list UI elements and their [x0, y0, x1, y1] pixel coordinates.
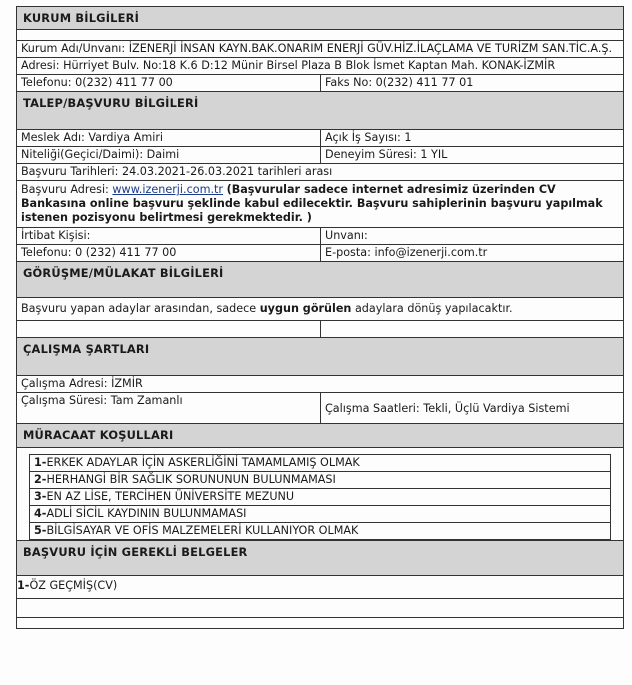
belgeler-row	[17, 576, 623, 599]
calisma-adres-label: Çalışma Adresi:	[21, 377, 108, 390]
kurum-adi-label: Kurum Adı/Unvanı:	[21, 42, 126, 55]
calisma-saat-cell	[320, 393, 623, 423]
list-item	[30, 506, 610, 523]
unvani-label: Unvanı:	[325, 229, 368, 242]
kurum-adres-label: Adresi:	[21, 59, 60, 72]
kurum-adres-cell	[17, 58, 623, 74]
basvuru-adresi-link[interactable]: www.izenerji.com.tr	[112, 183, 224, 196]
acik-is-cell	[320, 130, 623, 146]
eposta-cell	[320, 245, 623, 261]
talep-telefon-cell	[17, 245, 320, 261]
talep-telefon-label: Telefonu:	[21, 246, 72, 259]
calisma-adres-row	[17, 376, 623, 393]
belgeler-cell	[17, 578, 623, 594]
gorusme-text-after: adaylara dönüş yapılacaktır.	[354, 302, 513, 315]
calisma-saat-value: Tekli, Üçlü Vardiya Sistemi	[423, 402, 570, 415]
list-item	[30, 455, 610, 472]
deneyim-label: Deneyim Süresi:	[325, 148, 417, 161]
kurum-telefon-cell	[17, 75, 320, 91]
acik-is-label: Açık İş Sayısı:	[325, 131, 401, 144]
section-header-belgeler: BAŞVURU İÇİN GEREKLİ BELGELER	[17, 540, 623, 576]
tarih-label: Başvuru Tarihleri:	[21, 165, 119, 178]
talep-telefon-value: 0 (232) 411 77 00	[75, 246, 177, 259]
belgeler-item-text: ÖZ GEÇMİŞ(CV)	[29, 579, 118, 592]
kurum-faks-label: Faks No:	[325, 76, 373, 89]
niteligi-value: Daimi	[146, 148, 180, 161]
meslek-label: Meslek Adı:	[21, 131, 85, 144]
list-item	[30, 523, 610, 540]
belgeler-item-number: 1-	[17, 579, 30, 592]
gorusme-blank-left	[17, 321, 320, 337]
calisma-sure-cell	[17, 393, 320, 423]
section-header-talep: TALEP/BAŞVURU BİLGİLERİ	[17, 92, 623, 130]
section-header-muracaat: MÜRACAAT KOŞULLARI	[17, 424, 623, 448]
list-item-number: 2-	[34, 473, 47, 486]
gorusme-blank-right	[320, 321, 623, 337]
list-item	[30, 489, 610, 506]
tarih-cell	[17, 164, 623, 180]
kurum-telefon-value: 0(232) 411 77 00	[75, 76, 173, 89]
basvuru-adresi-label: Başvuru Adresi:	[21, 183, 109, 196]
kurum-telefon-row	[17, 75, 623, 92]
list-item-number: 1-	[34, 456, 47, 469]
gorusme-blank-row	[17, 321, 623, 338]
list-item-text: ADLİ SİCİL KAYDININ BULUNMAMASI	[46, 507, 247, 520]
kurum-faks-cell	[320, 75, 623, 91]
list-item-text: BİLGİSAYAR VE OFİS MALZEMELERİ KULLANIYOR OLMAK	[46, 524, 359, 537]
unvani-cell	[320, 228, 623, 244]
iletisim-row	[17, 245, 623, 262]
irtibat-label: İrtibat Kişisi:	[21, 229, 91, 242]
meslek-row	[17, 130, 623, 147]
kurum-adi-cell	[17, 41, 623, 57]
calisma-adres-cell	[17, 376, 623, 392]
acik-is-value: 1	[404, 131, 412, 144]
section-header-gorusme: GÖRÜŞME/MÜLAKAT BİLGİLERİ	[17, 262, 623, 298]
eposta-label: E-posta:	[325, 246, 371, 259]
gorusme-row	[17, 298, 623, 321]
basvuru-adresi-row	[17, 181, 623, 228]
meslek-value: Vardiya Amiri	[88, 131, 164, 144]
kurum-adi-value: İZENERJİ İNSAN KAYN.BAK.ONARIM ENERJİ GÜV.HİZ.İLAÇLAMA VE TURİZM SAN.TİC.A.Ş.	[128, 42, 613, 55]
basvuru-note: (Başvurular sadece internet adresimiz üzerinden CV Bankasına online başvuru şeklinde kabul edilecektir. Başvuru sahiplerinin başvuru yapılmak istenen pozisyonu belirtmesi gerekmektedir. )	[21, 183, 603, 224]
list-item	[30, 472, 610, 489]
deneyim-cell	[320, 147, 623, 163]
list-item-text: EN AZ LİSE, TERCİHEN ÜNİVERSİTE MEZUNU	[46, 490, 295, 503]
calisma-sure-label: Çalışma Süresi:	[21, 394, 108, 407]
kurum-adres-value: Hürriyet Bulv. No:18 K.6 D:12 Münir Birsel Plaza B Blok İsmet Kaptan Mah. KONAK-İZMİR	[63, 59, 556, 72]
list-item-number: 3-	[34, 490, 47, 503]
eposta-value[interactable]: info@izenerji.com.tr	[374, 246, 488, 259]
calisma-sure-row	[17, 393, 623, 424]
irtibat-cell	[17, 228, 320, 244]
calisma-adres-value: İZMİR	[111, 377, 143, 390]
kurum-adres-row	[17, 58, 623, 75]
gorusme-text-bold: uygun görülen	[259, 302, 352, 315]
belgeler-blank-cell	[17, 599, 623, 617]
list-item-number: 5-	[34, 524, 47, 537]
basvuru-adresi-cell	[17, 181, 623, 227]
niteligi-cell	[17, 147, 320, 163]
list-item-number: 4-	[34, 507, 47, 520]
belgeler-blank-row	[17, 599, 623, 618]
kurum-adi-row	[17, 40, 623, 58]
deneyim-value: 1 YIL	[420, 148, 448, 161]
kurum-telefon-label: Telefonu:	[21, 76, 72, 89]
gorusme-text-before: Başvuru yapan adaylar arasından, sadece	[21, 302, 257, 315]
list-item-text: ERKEK ADAYLAR İÇİN ASKERLİĞİNİ TAMAMLAMIŞ OLMAK	[46, 456, 360, 469]
list-item-text: HERHANGİ BİR SAĞLIK SORUNUNUN BULUNMAMASI	[46, 473, 336, 486]
tarih-row	[17, 164, 623, 181]
tarih-value: 24.03.2021-26.03.2021 tarihleri arası	[121, 165, 333, 178]
belgeler-blank-cell-2	[17, 618, 623, 628]
section-header-kurum: KURUM BİLGİLERİ	[17, 6, 623, 30]
niteligi-label: Niteliği(Geçici/Daimi):	[21, 148, 144, 161]
kurum-faks-value: 0(232) 411 77 01	[375, 76, 474, 89]
muracaat-list	[29, 454, 611, 540]
gorusme-cell	[17, 301, 623, 317]
belgeler-blank-row-2	[17, 618, 623, 629]
job-posting-form	[16, 6, 624, 629]
section-header-calisma: ÇALIŞMA ŞARTLARI	[17, 338, 623, 376]
meslek-cell	[17, 130, 320, 146]
irtibat-row	[17, 228, 623, 245]
calisma-saat-label: Çalışma Saatleri:	[325, 402, 420, 415]
calisma-sure-value: Tam Zamanlı	[110, 394, 183, 407]
niteligi-row	[17, 147, 623, 164]
